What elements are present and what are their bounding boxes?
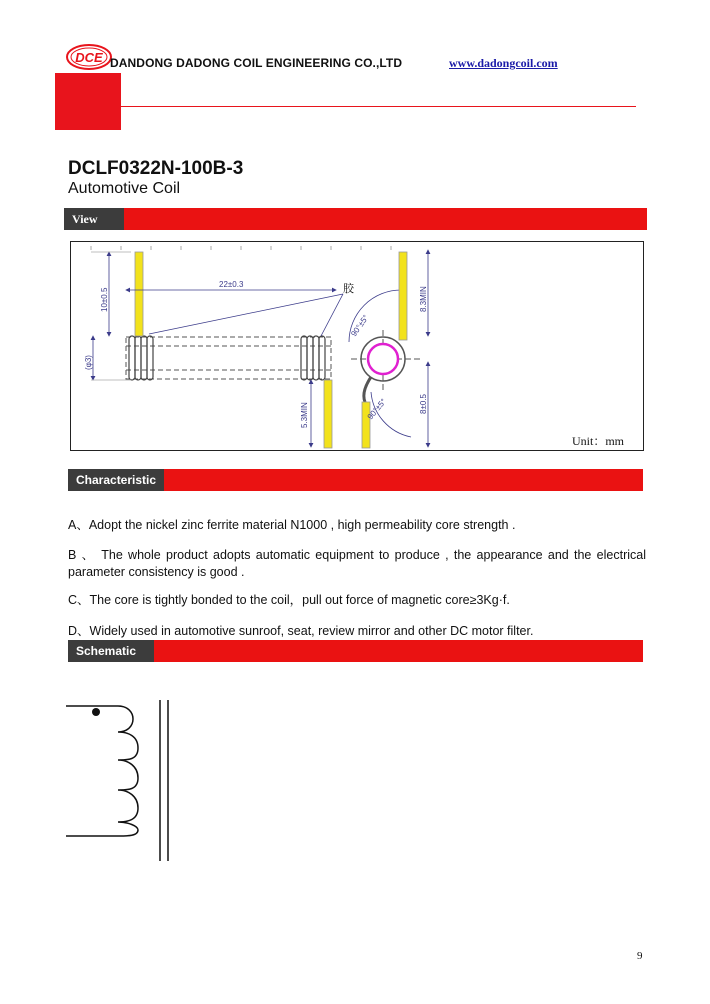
ferrite-core-section	[368, 344, 398, 374]
section-bar-schematic	[68, 640, 643, 662]
section-title-view: View	[64, 208, 124, 230]
company-logo	[66, 44, 112, 70]
unit-label: Unit：mm	[572, 434, 625, 448]
section-bar-characteristic	[68, 469, 643, 491]
page-number: 9	[637, 950, 643, 962]
lead-left	[135, 252, 143, 336]
angle-top: 90°±5°	[349, 313, 371, 339]
part-number: DCLF0322N-100B-3	[68, 158, 244, 179]
coil-drawing	[71, 242, 643, 450]
dim-bottom-right: 8±0.5	[419, 394, 428, 414]
characteristic-a: A、Adopt the nickel zinc ferrite material N1000 , high permeability core strength .	[68, 518, 516, 532]
header-red-block	[55, 73, 121, 130]
dim-top-right: 8.3MIN	[419, 286, 428, 312]
inductor-schematic	[66, 698, 176, 863]
technical-drawing	[70, 241, 644, 451]
section-bar-view	[64, 208, 647, 230]
characteristic-c: C、The core is tightly bonded to the coil，pull out force of magnetic core≥3Kg·f.	[68, 593, 510, 607]
logo-text: DCE	[75, 50, 103, 65]
lead-bottom	[324, 380, 332, 448]
characteristic-b: B 、 The whole product adopts automatic equipment to produce , the appearance and the electrical parameter consistency is good .	[68, 548, 646, 579]
polarity-dot	[92, 708, 100, 716]
ruler-marks	[91, 246, 391, 250]
dim-left-height: 10±0.5	[100, 287, 109, 312]
company-name: DANDONG DADONG COIL ENGINEERING CO.,LTD	[110, 56, 403, 70]
lead-top-right	[399, 252, 407, 340]
dim-bottom-left: 5.3MIN	[300, 402, 309, 428]
glue-label: 胶	[343, 283, 354, 295]
dim-diameter: (φ3)	[84, 355, 93, 370]
section-title-schematic: Schematic	[68, 640, 154, 662]
lead-bottom-right	[362, 402, 370, 448]
angle-bottom: 90°±5°	[365, 397, 389, 422]
header-divider	[121, 106, 636, 107]
coil-end-view	[351, 252, 421, 448]
dim-length: 22±0.3	[219, 280, 244, 289]
website-link[interactable]: www.dadongcoil.com	[449, 56, 558, 70]
product-type: Automotive Coil	[68, 180, 181, 197]
section-title-characteristic: Characteristic	[68, 469, 164, 491]
characteristic-d: D、Widely used in automotive sunroof, seat, review mirror and other DC motor filter.	[68, 624, 534, 638]
